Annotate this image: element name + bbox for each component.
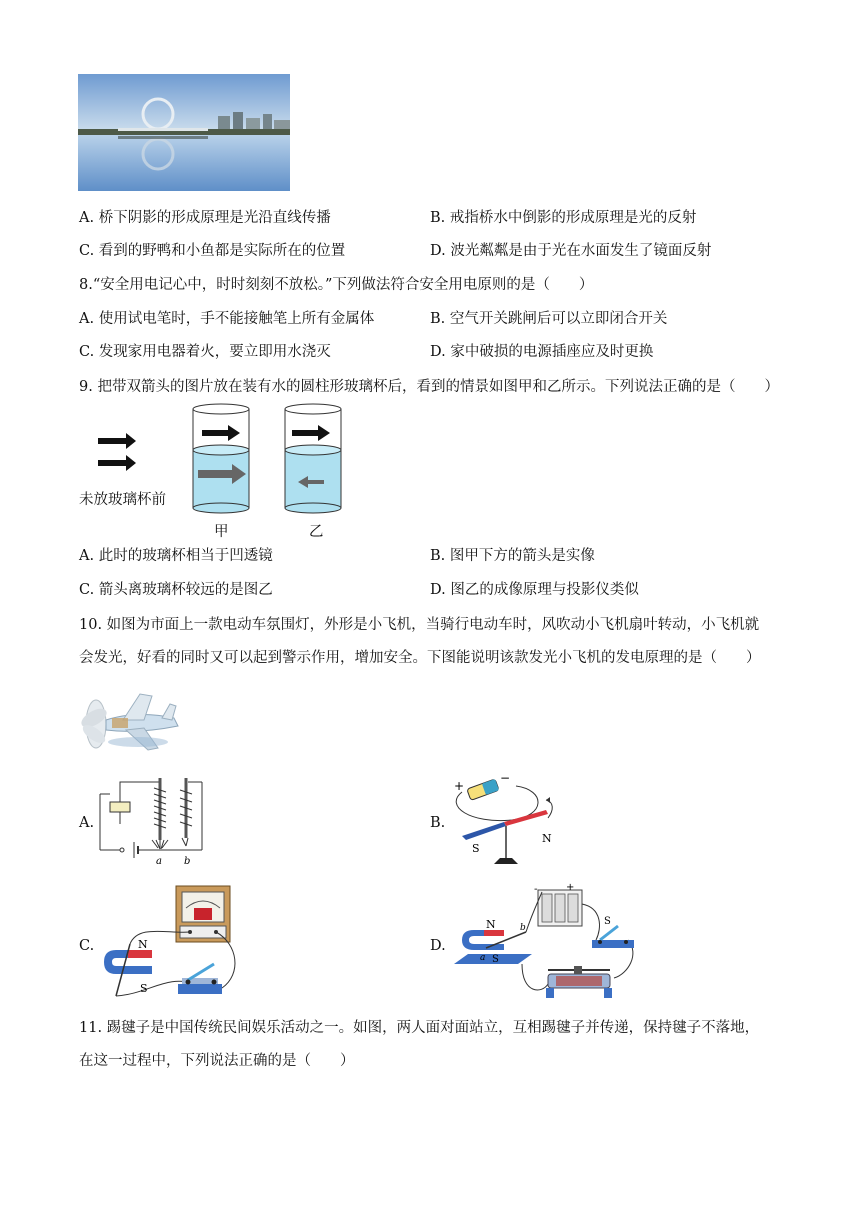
q8-option-c: C. 发现家用电器着火，要立即用水浇灭	[79, 344, 331, 360]
oersted-compass-figure	[450, 770, 560, 870]
q9-option-d: D. 图乙的成像原理与投影仪类似	[430, 582, 639, 598]
q8-option-a: A. 使用试电笔时，手不能接触笔上所有金属体	[79, 311, 375, 327]
q11-stem-line2: 在这一过程中，下列说法正确的是（ ）	[79, 1053, 355, 1069]
fig-c-pole-n: N	[138, 938, 148, 951]
svg-text:−: −	[500, 771, 511, 785]
ring-bridge-photo	[78, 74, 290, 191]
q10-stem-line1: 10. 如图为市面上一款电动车氛围灯，外形是小飞机，当骑行电动车时，风吹动小飞机扇叶转动，小飞机就	[79, 617, 760, 633]
motor-circuit-figure	[452, 884, 642, 1002]
fig-c-pole-s: S	[140, 982, 148, 995]
fig-a-letter-a: a	[156, 856, 162, 867]
caption-yi: 乙	[309, 524, 324, 540]
fig-d-pole-s: S	[492, 954, 499, 965]
svg-text:-: -	[534, 884, 538, 895]
fig-b-pole-n: N	[542, 832, 552, 845]
airplane-light-photo	[78, 684, 182, 756]
q7-option-b: B. 戒指桥水中倒影的形成原理是光的反射	[430, 210, 697, 226]
q7-option-a: A. 桥下阴影的形成原理是光沿直线传播	[79, 210, 331, 226]
double-arrow-figure	[98, 433, 138, 475]
q11-stem-line1: 11. 踢毽子是中国传统民间娱乐活动之一。如图，两人面对面站立，互相踢毽子并传递，保持毽子不落地，	[79, 1020, 760, 1036]
fig-d-switch-s: S	[604, 916, 611, 927]
caption-jia: 甲	[214, 524, 229, 540]
generator-galvanometer-figure	[98, 884, 248, 1002]
q9-option-a: A. 此时的玻璃杯相当于凹透镜	[79, 548, 273, 564]
q8-option-b: B. 空气开关跳闸后可以立即闭合开关	[430, 311, 668, 327]
q7-option-d: D. 波光粼粼是由于光在水面发生了镜面反射	[430, 243, 712, 259]
glass-jia-figure	[192, 404, 250, 514]
q8-option-d: D. 家中破损的电源插座应及时更换	[430, 344, 654, 360]
fig-a-letter-b: b	[184, 856, 191, 867]
q10-label-c: C.	[79, 938, 95, 954]
q10-stem-line2: 会发光，好看的同时又可以起到警示作用，增加安全。下图能说明该款发光小飞机的发电原理的是（ ）	[79, 650, 761, 666]
fig-d-pole-n: N	[486, 918, 496, 931]
q10-label-d: D.	[430, 938, 446, 954]
svg-text:+: +	[566, 882, 575, 893]
fig-b-pole-s: S	[472, 842, 480, 855]
electromagnet-circuit-figure	[98, 774, 206, 866]
fig-d-letter-b: b	[520, 923, 526, 933]
q9-option-b: B. 图甲下方的箭头是实像	[430, 548, 595, 564]
glass-yi-figure	[284, 404, 342, 514]
q9-option-c: C. 箭头离玻璃杯较远的是图乙	[79, 582, 273, 598]
q9-stem: 9. 把带双箭头的图片放在装有水的圆柱形玻璃杯后，看到的情景如图甲和乙所示。下列说法正确的是（ ）	[79, 379, 779, 395]
q8-stem: 8.“安全用电记心中，时时刻刻不放松。”下列做法符合安全用电原则的是（ ）	[79, 277, 594, 293]
q10-label-a: A.	[79, 815, 95, 831]
q10-label-b: B.	[430, 815, 446, 831]
caption-before-glass: 未放玻璃杯前	[79, 492, 166, 508]
fig-d-letter-a: a	[480, 953, 486, 963]
q7-option-c: C. 看到的野鸭和小鱼都是实际所在的位置	[79, 243, 346, 259]
svg-text:+: +	[454, 779, 465, 793]
